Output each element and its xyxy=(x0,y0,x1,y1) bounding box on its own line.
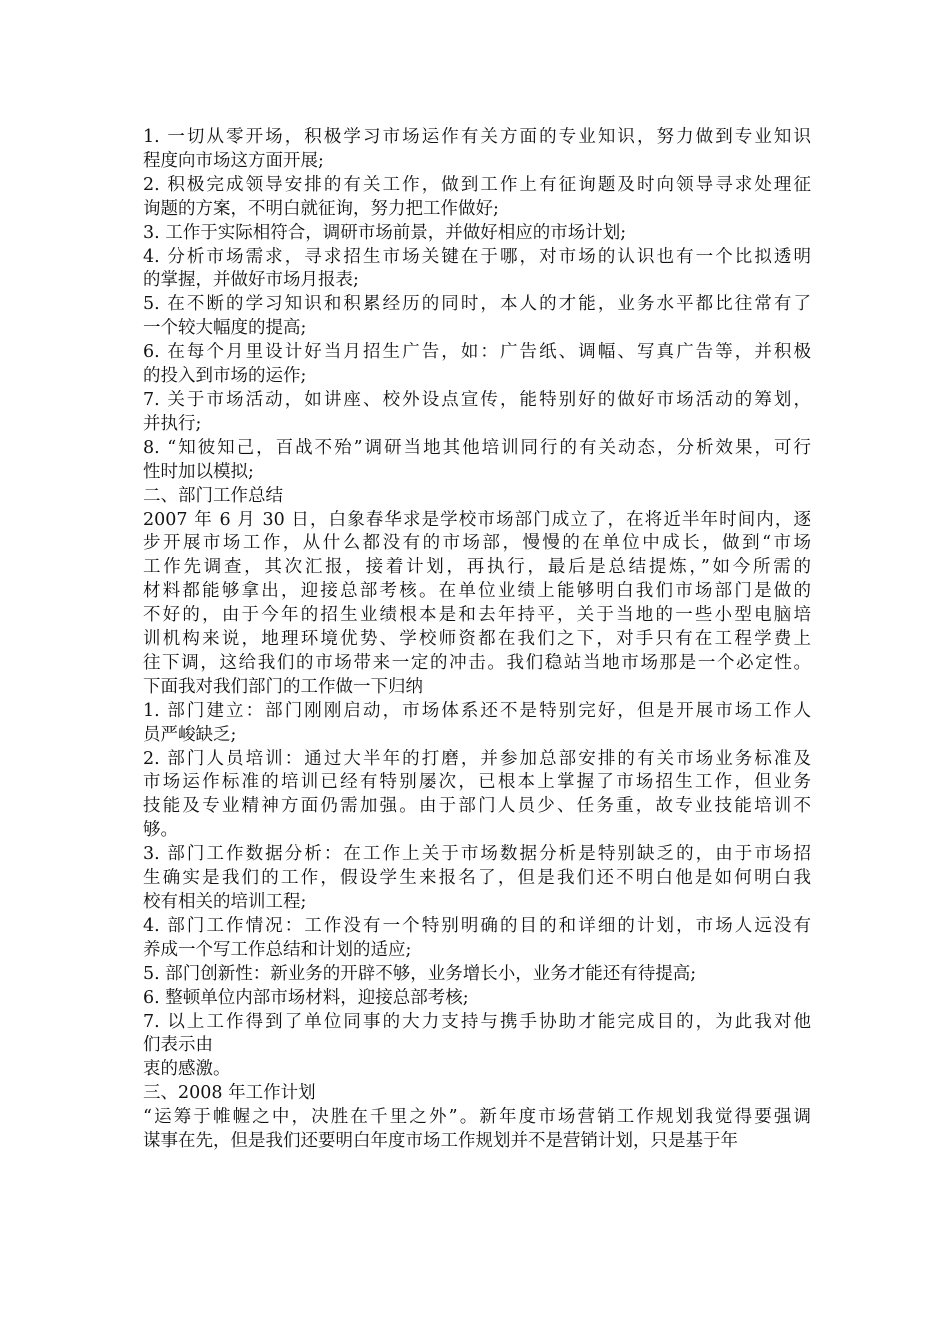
text-line: 校有相关的培训工程; xyxy=(143,892,307,912)
text-line: 员严峻缺乏; xyxy=(143,724,237,745)
text-line: 7. 关于市场活动，如讲座、校外设点宣传，能特别好的做好市场活动的筹划， xyxy=(143,389,811,410)
text-line: 训机构来说，地理环境优势、学校师资都在我们之下，对手只有在工程学费上 xyxy=(143,629,811,650)
paragraph xyxy=(143,437,811,485)
text-line: 7. 以上工作得到了单位同事的大力支持与携手协助才能完成目的，为此我对他 xyxy=(143,1011,811,1032)
text-line: 2. 部门人员培训：通过大半年的打磨，并参加总部安排的有关市场业务标准及 xyxy=(143,748,811,769)
text-line: 三、2008 年工作计划 xyxy=(143,1083,316,1104)
text-line: 询题的方案，不明白就征询，努力把工作做好; xyxy=(143,198,499,219)
text-line: 市场运作标准的培训已经有特别屡次，已根本上掌握了市场招生工作，但业务 xyxy=(143,772,811,793)
text-line: “运筹于帷幄之中，决胜在千里之外”。新年度市场营销工作规划我觉得要强调 xyxy=(143,1107,811,1128)
text-line: 1. 部门建立：部门刚刚启动，市场体系还不是特别完好，但是开展市场工作人 xyxy=(143,700,811,721)
text-line: 养成一个写工作总结和计划的适应; xyxy=(143,939,412,960)
paragraph xyxy=(143,963,811,987)
paragraph xyxy=(143,748,811,844)
paragraph xyxy=(143,246,811,294)
paragraph xyxy=(143,485,811,509)
text-line: 4. 分析市场需求，寻求招生市场关键在于哪，对市场的认识也有一个比拟透明 xyxy=(143,246,811,267)
paragraph xyxy=(143,293,811,341)
text-line: 的掌握，并做好市场月报表; xyxy=(143,270,359,291)
text-line: 性时加以模拟; xyxy=(143,461,254,482)
paragraph xyxy=(143,174,811,222)
text-line: 工作先调查，其次汇报，接着计划，再执行，最后是总结提炼，”如今所需的 xyxy=(143,557,811,578)
text-line: 3. 部门工作数据分析：在工作上关于市场数据分析是特别缺乏的，由于市场招 xyxy=(143,844,811,865)
paragraph xyxy=(143,1106,811,1154)
text-line: 的投入到市场的运作; xyxy=(143,366,307,387)
paragraph xyxy=(143,1058,811,1082)
text-line: 1. 一切从零开场，积极学习市场运作有关方面的专业知识，努力做到专业知识 xyxy=(143,127,811,147)
text-line: 技能及专业精神方面仍需加强。由于部门人员少、任务重，故专业技能培训不 xyxy=(143,796,811,817)
text-line: 5. 部门创新性：新业务的开辟不够，业务增长小，业务才能还有待提高; xyxy=(143,963,697,984)
paragraph xyxy=(143,389,811,437)
text-line: 2. 积极完成领导安排的有关工作，做到工作上有征询题及时向领导寻求处理征 xyxy=(143,174,811,195)
text-line: 们表示由 xyxy=(143,1035,213,1056)
text-line: 够。 xyxy=(143,820,178,841)
paragraph xyxy=(143,126,811,174)
text-line: 一个较大幅度的提高; xyxy=(143,318,307,339)
text-line: 并执行; xyxy=(143,413,202,434)
text-line: 步开展市场工作，从什么都没有的市场部，慢慢的在单位中成长，做到“市场 xyxy=(143,533,811,554)
text-line: 下面我对我们部门的工作做一下归纳 xyxy=(143,676,423,697)
text-line: 材料都能够拿出，迎接总部考核。在单位业绩上能够明白我们市场部门是做的 xyxy=(143,581,811,602)
text-line: 衷的感激。 xyxy=(143,1059,231,1080)
text-line: 6. 整顿单位内部市场材料，迎接总部考核; xyxy=(143,987,469,1008)
paragraph xyxy=(143,1082,811,1106)
text-line: 6. 在每个月里设计好当月招生广告，如：广告纸、调幅、写真广告等，并积极 xyxy=(143,342,811,363)
text-line: 二、部门工作总结 xyxy=(143,485,283,506)
paragraph xyxy=(143,843,811,915)
paragraph xyxy=(143,341,811,389)
text-line: 不好的，由于今年的招生业绩根本是和去年持平，关于当地的一些小型电脑培 xyxy=(143,605,811,626)
paragraph xyxy=(143,915,811,963)
text-line: 程度向市场这方面开展; xyxy=(143,150,324,171)
text-line: 5. 在不断的学习知识和积累经历的同时，本人的才能，业务水平都比往常有了 xyxy=(143,294,811,315)
text-line: 谋事在先，但是我们还要明白年度市场工作规划并不是营销计划，只是基于年 xyxy=(143,1131,738,1152)
paragraph xyxy=(143,1011,811,1059)
text-line: 2007 年 6 月 30 日，白象春华求是学校市场部门成立了，在将近半年时间内，逐 xyxy=(143,509,811,530)
text-line: 4. 部门工作情况：工作没有一个特别明确的目的和详细的计划，市场人远没有 xyxy=(143,915,811,936)
paragraph xyxy=(143,987,811,1011)
text-line: 往下调，这给我们的市场带来一定的冲击。我们稳站当地市场那是一个必定性。 xyxy=(143,652,811,673)
paragraph xyxy=(143,509,811,700)
text-line: 8. “知彼知己，百战不殆”调研当地其他培训同行的有关动态，分析效果，可行 xyxy=(143,437,811,458)
paragraph xyxy=(143,222,811,246)
paragraph xyxy=(143,700,811,748)
document-body xyxy=(143,126,811,1154)
text-line: 生确实是我们的工作，假设学生来报名了，但是我们还不明白他是如何明白我 xyxy=(143,868,811,889)
text-line: 3. 工作于实际相符合，调研市场前景，并做好相应的市场计划; xyxy=(143,222,627,243)
